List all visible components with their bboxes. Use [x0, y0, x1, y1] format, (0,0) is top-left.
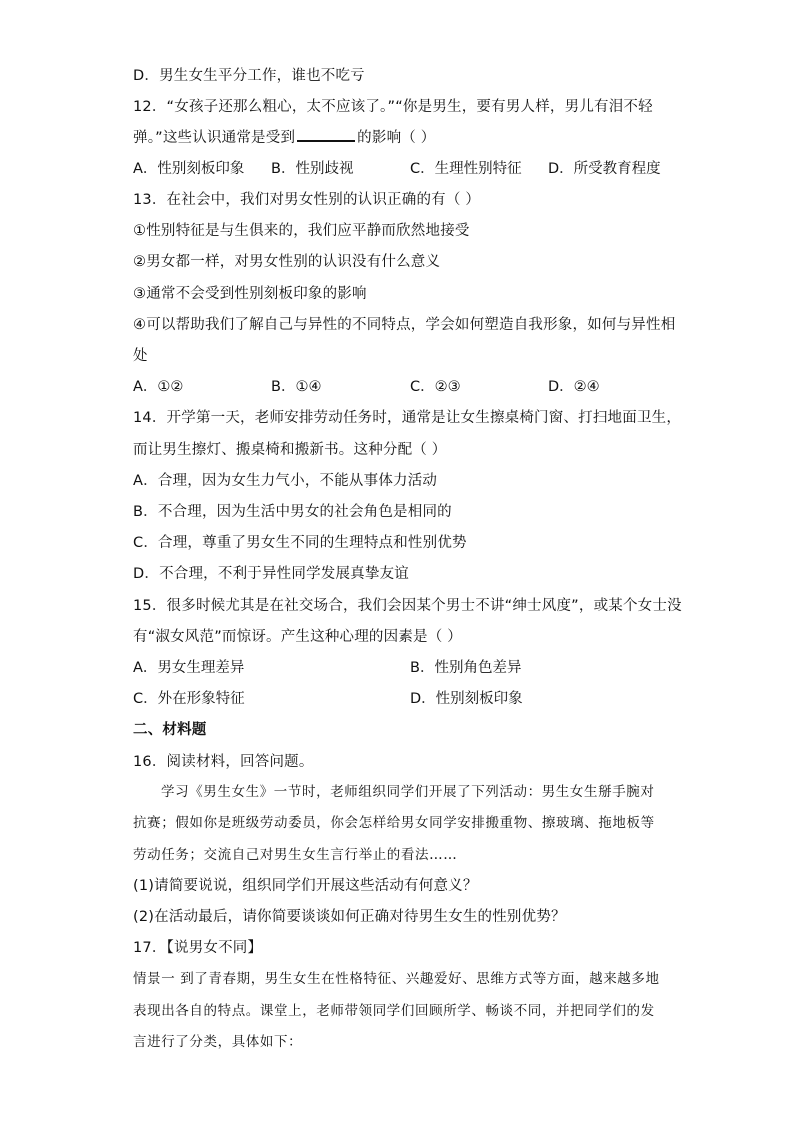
- q14-option-b: B．不合理，因为生活中男女的社会角色是相同的: [133, 504, 452, 520]
- q15-stem-line2: 有“淑女风范”而惊讶。产生这种心理的因素是（ ）: [133, 629, 462, 645]
- q12-stem-text: 弹。”这些认识通常是受到: [133, 130, 296, 146]
- q13-statement-2: ②男女都一样，对男女性别的认识没有什么意义: [133, 254, 441, 270]
- q13-option-d: D．②④: [548, 379, 600, 395]
- q12-stem-line2: [133, 128, 435, 148]
- q13-stem: 13．在社会中，我们对男女性别的认识正确的有（ ）: [133, 192, 481, 208]
- q17-scenario-line3: 言进行了分类，具体如下：: [133, 1034, 303, 1050]
- q14-option-a: A．合理，因为女生力气小，不能从事体力活动: [133, 473, 438, 489]
- q16-material-line1: 学习《男生女生》一节时，老师组织同学们开展了下列活动：男生女生掰手腕对: [161, 784, 655, 800]
- q13-statement-1: ①性别特征是与生俱来的，我们应平静而欣然地接受: [133, 223, 470, 239]
- q15-option-d: D．性别刻板印象: [410, 691, 523, 707]
- q13-statement-3: ③通常不会受到性别刻板印象的影响: [133, 286, 367, 302]
- q12-option-d: D．所受教育程度: [548, 161, 661, 177]
- q17-scenario-line1: 情景一 到了青春期，男生女生在性格特征、兴趣爱好、思维方式等方面，越来越多地: [133, 971, 660, 987]
- q15-option-b: B．性别角色差异: [410, 660, 522, 676]
- q14-stem-line2: 而让男生擦灯、搬桌椅和搬新书。这种分配（ ）: [133, 442, 447, 458]
- q17-scenario-line2: 表现出各自的特点。课堂上，老师带领同学们回顾所学、畅谈不同，并把同学们的发: [133, 1003, 655, 1019]
- q17-title: 17．【说男女不同】: [133, 940, 263, 956]
- q13-option-b: B．①④: [271, 379, 322, 395]
- q14-option-d: D．不合理，不利于异性同学发展真挚友谊: [133, 566, 409, 582]
- q15-option-a: A．男女生理差异: [133, 660, 245, 676]
- q12-stem-line1: 12．“女孩子还那么粗心，太不应该了。”“你是男生，要有男人样，男儿有泪不轻: [133, 99, 653, 115]
- q15-stem-line1: 15．很多时候尤其是在社交场合，我们会因某个男士不讲“绅士风度”，或某个女士没: [133, 598, 682, 614]
- q13-statement-4-line2: 处: [133, 348, 148, 364]
- q12-option-a: A．性别刻板印象: [133, 161, 245, 177]
- q16-stem: 16．阅读材料，回答问题。: [133, 754, 314, 770]
- q14-stem-line1: 14．开学第一天，老师安排劳动任务时，通常是让女生擦桌椅门窗、打扫地面卫生，: [133, 410, 682, 426]
- q16-material-line3: 劳动任务；交流自己对男生女生言行举止的看法……: [133, 847, 458, 863]
- q16-subquestion-1: (1)请简要说说，组织同学们开展这些活动有何意义？: [133, 878, 478, 894]
- q16-subquestion-2: (2)在活动最后，请你简要谈谈如何正确对待男生女生的性别优势？: [133, 909, 566, 925]
- answer-blank: [297, 128, 355, 142]
- q13-option-a: A．①②: [133, 379, 184, 395]
- section-heading: 二、材料题: [133, 722, 207, 738]
- q14-option-c: C．合理，尊重了男女生不同的生理特点和性别优势: [133, 535, 467, 551]
- q16-material-line2: 抗赛；假如你是班级劳动委员，你会怎样给男女同学安排搬重物、擦玻璃、拖地板等: [133, 815, 655, 831]
- q13-statement-4-line1: ④可以帮助我们了解自己与异性的不同特点，学会如何塑造自我形象，如何与异性相: [133, 317, 676, 333]
- q12-option-b: B．性别歧视: [271, 161, 354, 177]
- q13-option-c: C．②③: [410, 379, 461, 395]
- q12-option-c: C．生理性别特征: [410, 161, 522, 177]
- q11-option-d: D．男生女生平分工作，谁也不吃亏: [133, 68, 365, 84]
- q15-option-c: C．外在形象特征: [133, 691, 245, 707]
- q12-stem-tail: 的影响（ ）: [357, 130, 436, 146]
